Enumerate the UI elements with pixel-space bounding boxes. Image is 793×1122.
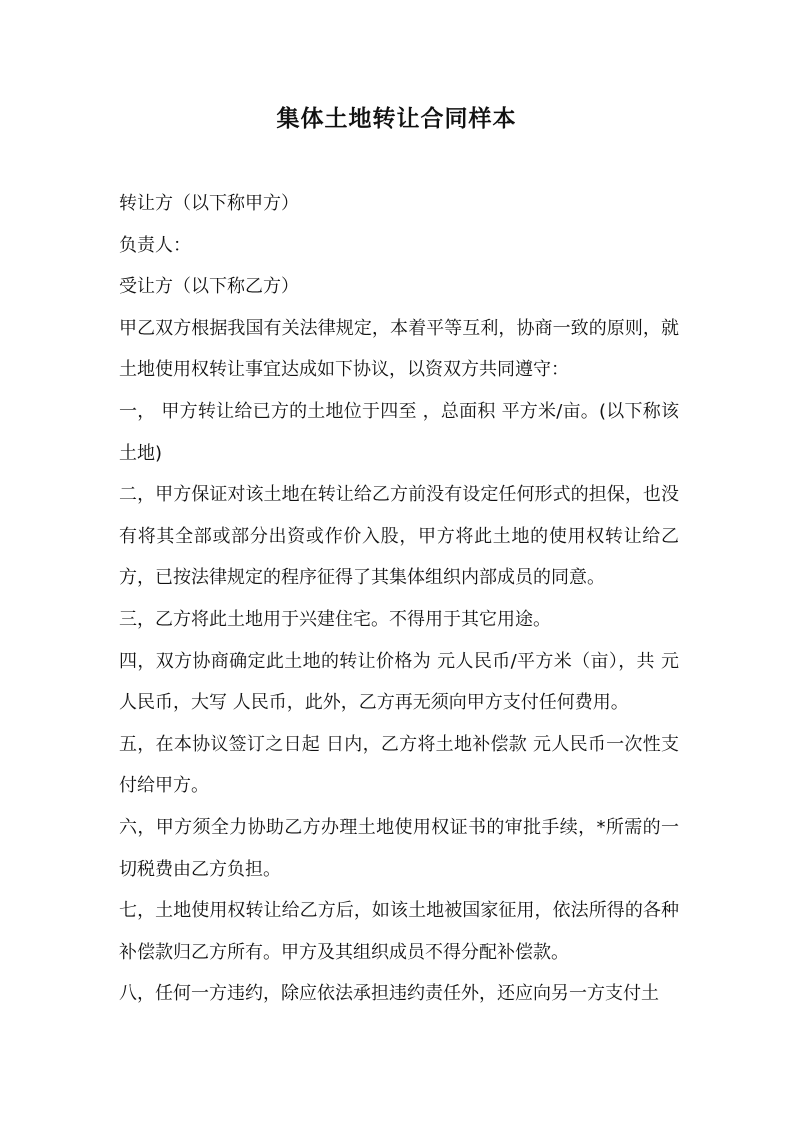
clause-7: 七，土地使用权转让给乙方后，如该土地被国家征用，依法所得的各种补偿款归乙方所有。甲方及其组织成员不得分配补偿款。 [119, 900, 679, 963]
responsible-person-line: 负责人： [119, 234, 191, 256]
party-b-line: 受让方（以下称乙方） [119, 276, 299, 298]
preamble-paragraph: 甲乙双方根据我国有关法律规定，本着平等互利，协商一致的原则，就土地使用权转让事宜达成如下协议，以资双方共同遵守： [119, 317, 679, 381]
clause-4: 四，双方协商确定此土地的转让价格为 元人民币/平方米（亩），共 元人民币，大写 人民币，此外，乙方再无须向甲方支付任何费用。 [119, 650, 679, 714]
party-a-line: 转让方（以下称甲方） [119, 193, 299, 214]
document-title: 集体土地转让合同样本 [276, 106, 517, 132]
clause-6: 六，甲方须全力协助乙方办理土地使用权证书的审批手续，*所需的一切税费由乙方负担。 [119, 816, 679, 880]
document-body [119, 183, 679, 1015]
clause-2: 二，甲方保证对该土地在转让给乙方前没有设定任何形式的担保，也没有将其全部或部分出资或作价入股，甲方将此土地的使用权转让给乙方，已按法律规定的程序征得了其集体组织内部成员的同意。 [119, 484, 679, 589]
clause-3: 三，乙方将此土地用于兴建住宅。不得用于其它用途。 [119, 608, 551, 630]
clause-1: 一， 甲方转让给已方的土地位于四至 ，总面积 平方米/亩。(以下称该土地) [119, 400, 679, 464]
clause-5: 五，在本协议签订之日起 日内，乙方将土地补偿款 元人民币一次性支付给甲方。 [119, 733, 679, 797]
clause-8: 八，任何一方违约，除应依法承担违约责任外，还应向另一方支付土 [119, 983, 659, 1005]
